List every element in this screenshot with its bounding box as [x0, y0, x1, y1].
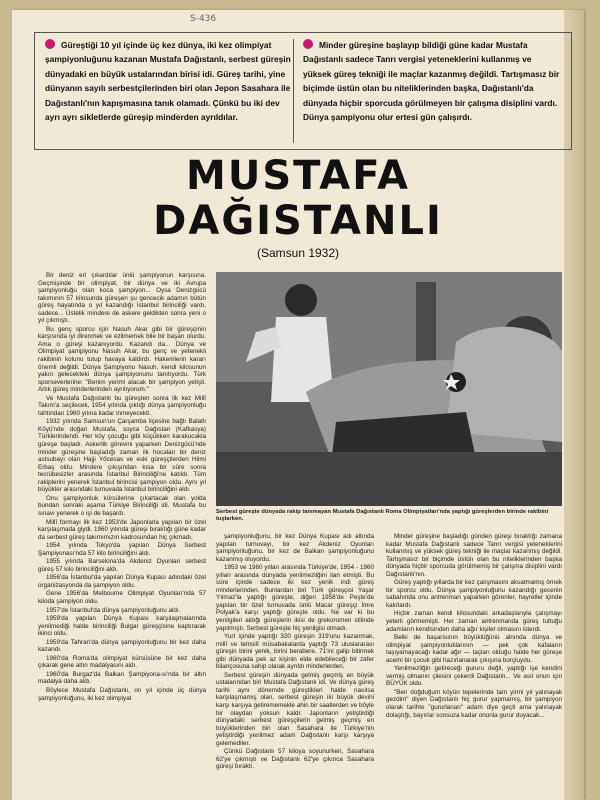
paragraph: Minder güreşine başladığı günden güreşi bıraktığı zamana kadar Mustafa Dağıstanlı sadece Tanrı vergisi yeteneklerini kullanmış ve yüksek güreş tekniği ile maçlar kazanmış değildi. Tartışmasız bir biçimde üstün olan bu niteliklerinden başka dünyada hiçbir sporcuda görülmemiş bir çalışma disiplini vardı Dağıstanlı'nın. [386, 533, 562, 578]
title-line-2: DAĞISTANLI [153, 198, 443, 244]
paragraph: 1932 yılında Samsun'un Çarşamba ilçesine bağlı Balatlı Köyü'nde doğan Mustafa, soyca Dağıstan (Kafkasya) Türklerindendi. Her köy çocuğu gibi küçükken karakucakla güreşe başladı. Askerlik görevini yaparken Denizgücü'nde minder güreşine başladığı zaman ilk hocaları bir deniz astsubayı olan Hajji Yöcesas ve eski güreşçilerden Hilmi Erbaş oldu. Mindere çıkışından kısa bir süre sonra tecrübesizler arasında İstanbul Birinciliği'ne katıldı. Tüm rakiplerini yenerek İstanbul birincisi şampiyon oldu. Aynı yıl büyükler arasındaki turnuvada İstanbul birinciliğini aldı. [38, 418, 206, 494]
magazine-page [12, 10, 584, 800]
paragraph: Böylece Mustafa Dağıstanlı, on yıl içinde üç dünya şampiyonluğunu, iki kez olimpiyat [38, 686, 206, 702]
intro-right-text: Minder güreşine başlayıp bildiği güne kadar Mustafa Dağıstanlı sadece Tanrı vergisi yeteneklerini kullanmış ve yüksek güreş tekniği ile maçlar kazanmış değildi. Tartışmasız bir biçimde üstün olan bu niteliklerinden başka, Dağıstanlı'da dünyada hiçbir sporcuda görülmeyen bir çalışma disiplini vardı. Dünya şampiyonu olur ertesi gün çalışırdı. [303, 40, 560, 123]
paragraph: 1960'da Burgaz'da Balkan Şampiyona-sı'nda bir altın madalya daha aldı. [38, 670, 206, 686]
bullet-dot-icon [45, 39, 55, 49]
wrestling-photo [216, 272, 562, 506]
middle-column [216, 533, 374, 791]
paragraph: Belki de başarısının büyüklüğünü alnında dünya ve olimpiyat şampiyonluklarının — pek çok kafaların taşıyamayacağı kadar ağır — taçları olduğu halde her güreşe acemi bir çocuk gibi hazırlanarak çıkışına borçluydu. [386, 634, 562, 664]
intro-left-text: Güreştiği 10 yıl içinde üç kez dünya, iki kez olimpiyat şampiyonluğunu kazanan Mustafa Dağıstanlı, serbest güreşin dünyadaki en büyük ustalarından birisi idi. Güreş tarihi, yine dünyanın sayılı serbestçilerinden biri olan Jepon Sasahara ile Dağıstanlı'nın kapışmasına tanık olamadı. Çünkü bu iki dev ayrı ayrı sikletlerde güreşip minderden ayrıldılar. [45, 40, 291, 123]
paragraph: Millî formayı ilk kez 1953'de Japonlarla yapılan bir özel karşılaşmada giydi. 1960 yılında güreşi bıraktığı güne kadar da serbest güreş takımımızın kadrosundan hiç çıkmadı. [38, 518, 206, 541]
intro-left [45, 38, 293, 124]
paragraph: 1959'da Tahran'da dünya şampiyonluğunu bir kez daha kazandı. [38, 638, 206, 654]
bullet-dot-icon [303, 39, 313, 49]
paragraph: Serbest güreşin dünyada gelmiş geçmiş en büyük ustalarından biri Mustafa Dağıstanlı idi. Ve dünya güreş tarihi aynı dönemde güreştikleri halde nasılsa karşılaşmamış olan, serbest güreşin iki büyük devini karşı karşıya getirememekle ahin bir saatlerden ve böyle bir olaydan yoksun kaldı: Japonların yetiştirdiği dünyadaki serbest güreşçilerin gelmiş geçmiş en büyüklerinden biri olan Sasahara ile Türkiye'nin yetiştirdiği yenilmez adam Dağıstanlı karşı karşıya gelemediler. [216, 671, 374, 747]
paragraph: Onu şampiyonluk kürsülerine çıkartacak olan yolda bundan sonraki aşama Türkiye Birinciliği idi. Mustafa bu sınavı yenerek o işi de başardı. [38, 494, 206, 517]
pencil-note: S-436 [190, 14, 217, 24]
paragraph: 1956'da İstanbul'da yapılan Dünya Kupası adındaki özel organizasyonda da şampiyon oldu. [38, 574, 206, 589]
paragraph: Bu genç sporcu için Nasuh Akar gibi bir güreşçinin karşısında iyi direnmek ve ezilmemek bile bir başarı olurdu. Ama o güreşi kazanıyordu. Kazandı da... Dünya ve Olimpiyat şampiyonu Nasuh Akar, bu genç ve yetenekli rakibinin kolunu tutup havaya kaldırdı. Hakemlerin kararı önemli değildi. Dünya Şampiyonu Nasuh, kendi kilosunun yakın gelecekteki dünya şampiyonunu tanıtıyordu. Türk sporseverlerine: "Benim yerimi alacak bir şampiyon yetişti. Artık güreş minderlerinden ayrılıyorum." [38, 325, 206, 394]
paragraph: Yurt içinde yaptığı 320 güreşin 319'unu kazanmak, millî ve temsilî müsabakalarda yaptığı 73 uluslararası güreşin birini yenik, birini berabere, 71'ini galip bitirmek gibi dünyada pek az kişinin elde edebileceği bir zafer bilançosuna sahip olarak ayrıldı minderlerden. [216, 633, 374, 671]
paragraph: şampiyonluğunu, bir kez Dünya Kupası adı altında yapılan turnuvayı, bir kez Akdeniz Oyunları şampiyonluğunu, bir kez de Balkan şampiyonluğunu kazanmış oluyordu. [216, 533, 374, 563]
paragraph: 1960'da Roma'da olimpiyat kürsüsüne bir kez daha çıkarak gene altın madalyasını aldı. [38, 654, 206, 670]
paragraph: Hiçbir zaman kendi kilosundaki arkadaşlarıyla çalışmayı yeterli görmemişti. Her zaman antrenmanda güreş tuttuğu adamların kendisinden daha ağır kişiler olmasını isterdi. [386, 610, 562, 633]
paragraph: 1955 yılında Barselona'da Akdeniz Oyunları serbest güreş 57 kilo birinciliğini aldı. [38, 558, 206, 573]
intro-right [303, 38, 561, 124]
intro-divider [293, 39, 294, 143]
intro-box [34, 32, 572, 150]
title-line-1: MUSTAFA [186, 153, 410, 199]
right-column [386, 533, 562, 791]
subtitle: (Samsun 1932) [256, 246, 340, 260]
left-column [38, 272, 206, 792]
paragraph: "Ben doğduğum köyün tepelerinde tam yirmi yıl yalınayak gezdim" diyen Dağıstanlı hiç gurur yapmamış, bir şampiyon olarak tarihte "gururlanan" adam diye geçti ama yalınayak dolaştığı, bayırlar sonsuza kadar onunla gurur duyacak... [386, 688, 562, 719]
photo-illustration [216, 272, 562, 506]
paragraph: 1957'de İstanbul'da dünya şampiyonluğunu aldı. [46, 606, 181, 614]
paragraph: 1953 ve 1960 yılları arasında Türkiye'de, 1954 - 1960 yılları arasında dünyada yenilmezliğini ilan etmişti. Bu süre içinde sadece iki kez yenik indi güreş minderlerinden. Bunlardan biri Türk güreşçisi Yaşar Yılmaz'la yaptığı güreşte, diğeri 1958'de Peşte'de yapılan bir özel turnuvada ünlü Macar güreşçi İmre Polyak'a karşı yaptığı güreşte oldu. Ne var ki bu yenilgileri aldığı güreşlerin ikisi de grekoromen stilinde yapılmıştı. Serbest güreşte hiç yenilgisi olmadı. [216, 564, 374, 632]
photo-caption: Serbest güreşte dünyada rakip tanımayan Mustafa Dağıstanlı Roma Olimpiyatları'nda yaptığı güreşlerden birinde rakibini tuşlarken. [216, 509, 549, 522]
paragraph: 1954 yılında Tokyo'da yapılan Dünya Serbest Şampiyonası'nda 57 kilo birinciliğini aldı. [38, 542, 206, 557]
paragraph: 1959'da yapılan Dünya Kupası karşılaşmalarında yenilmediği halde birinciliği Bulgar güreşçisine kaptırarak ikinci oldu. [38, 615, 206, 638]
paragraph: Yenilmezliğin getireceği gururu değil, yaptığı işe kendini vermiş olmanın çilesini çekerdi Dağıstanlı... Ve asıl onun için BÜYÜK oldu. [386, 665, 562, 688]
paragraph: Güreş yaptığı yıllarda bir kez çalışmasını aksatmamış örnek bir sporcu oldu. Dünya şampiyonluğunu kazandığı gecenin sabahında onu antrenman yaparken görenler, hayretler içinde kalırlardı. [386, 579, 562, 609]
paragraph: Gene 1956'da Melbourne Olimpiyat Oyunları'nda 57 kiloda şampiyon oldu. [38, 590, 206, 605]
paragraph: Çünkü Dağıstanlı 57 kiloya soyunurken, Sasahara 62'ye çıkmıştı ve Dağıstanlı 62'ye çıkınca Sasahara güreşi bıraktı. [216, 748, 374, 771]
paragraph: Ve Mustafa Dağıstanlı bu güreşten sonra ilk kez Millî Takım'a seçilecek, 1954 yılında çıktığı dünya şampiyonluğu tahtından 1960 yılına kadar inmeyecekti. [38, 394, 206, 417]
paragraph: Bir deniz eri çıkardılar ünlü şampiyonun karşısına. Geçmişinde bir olimpiyat, bir dünya ve iki Avrupa şampiyonluğu olan koca şampiyon... Oysa Denizgücü takımının 57 kilosunda güreşen şu gencecik adamın bütün güreş hayatında o yıl kazandığı İstanbul birinciliği vardı, sadece... Üstelik mindere de askere geldikten sonra yeni o yıl çıkmıştı. [38, 272, 206, 325]
